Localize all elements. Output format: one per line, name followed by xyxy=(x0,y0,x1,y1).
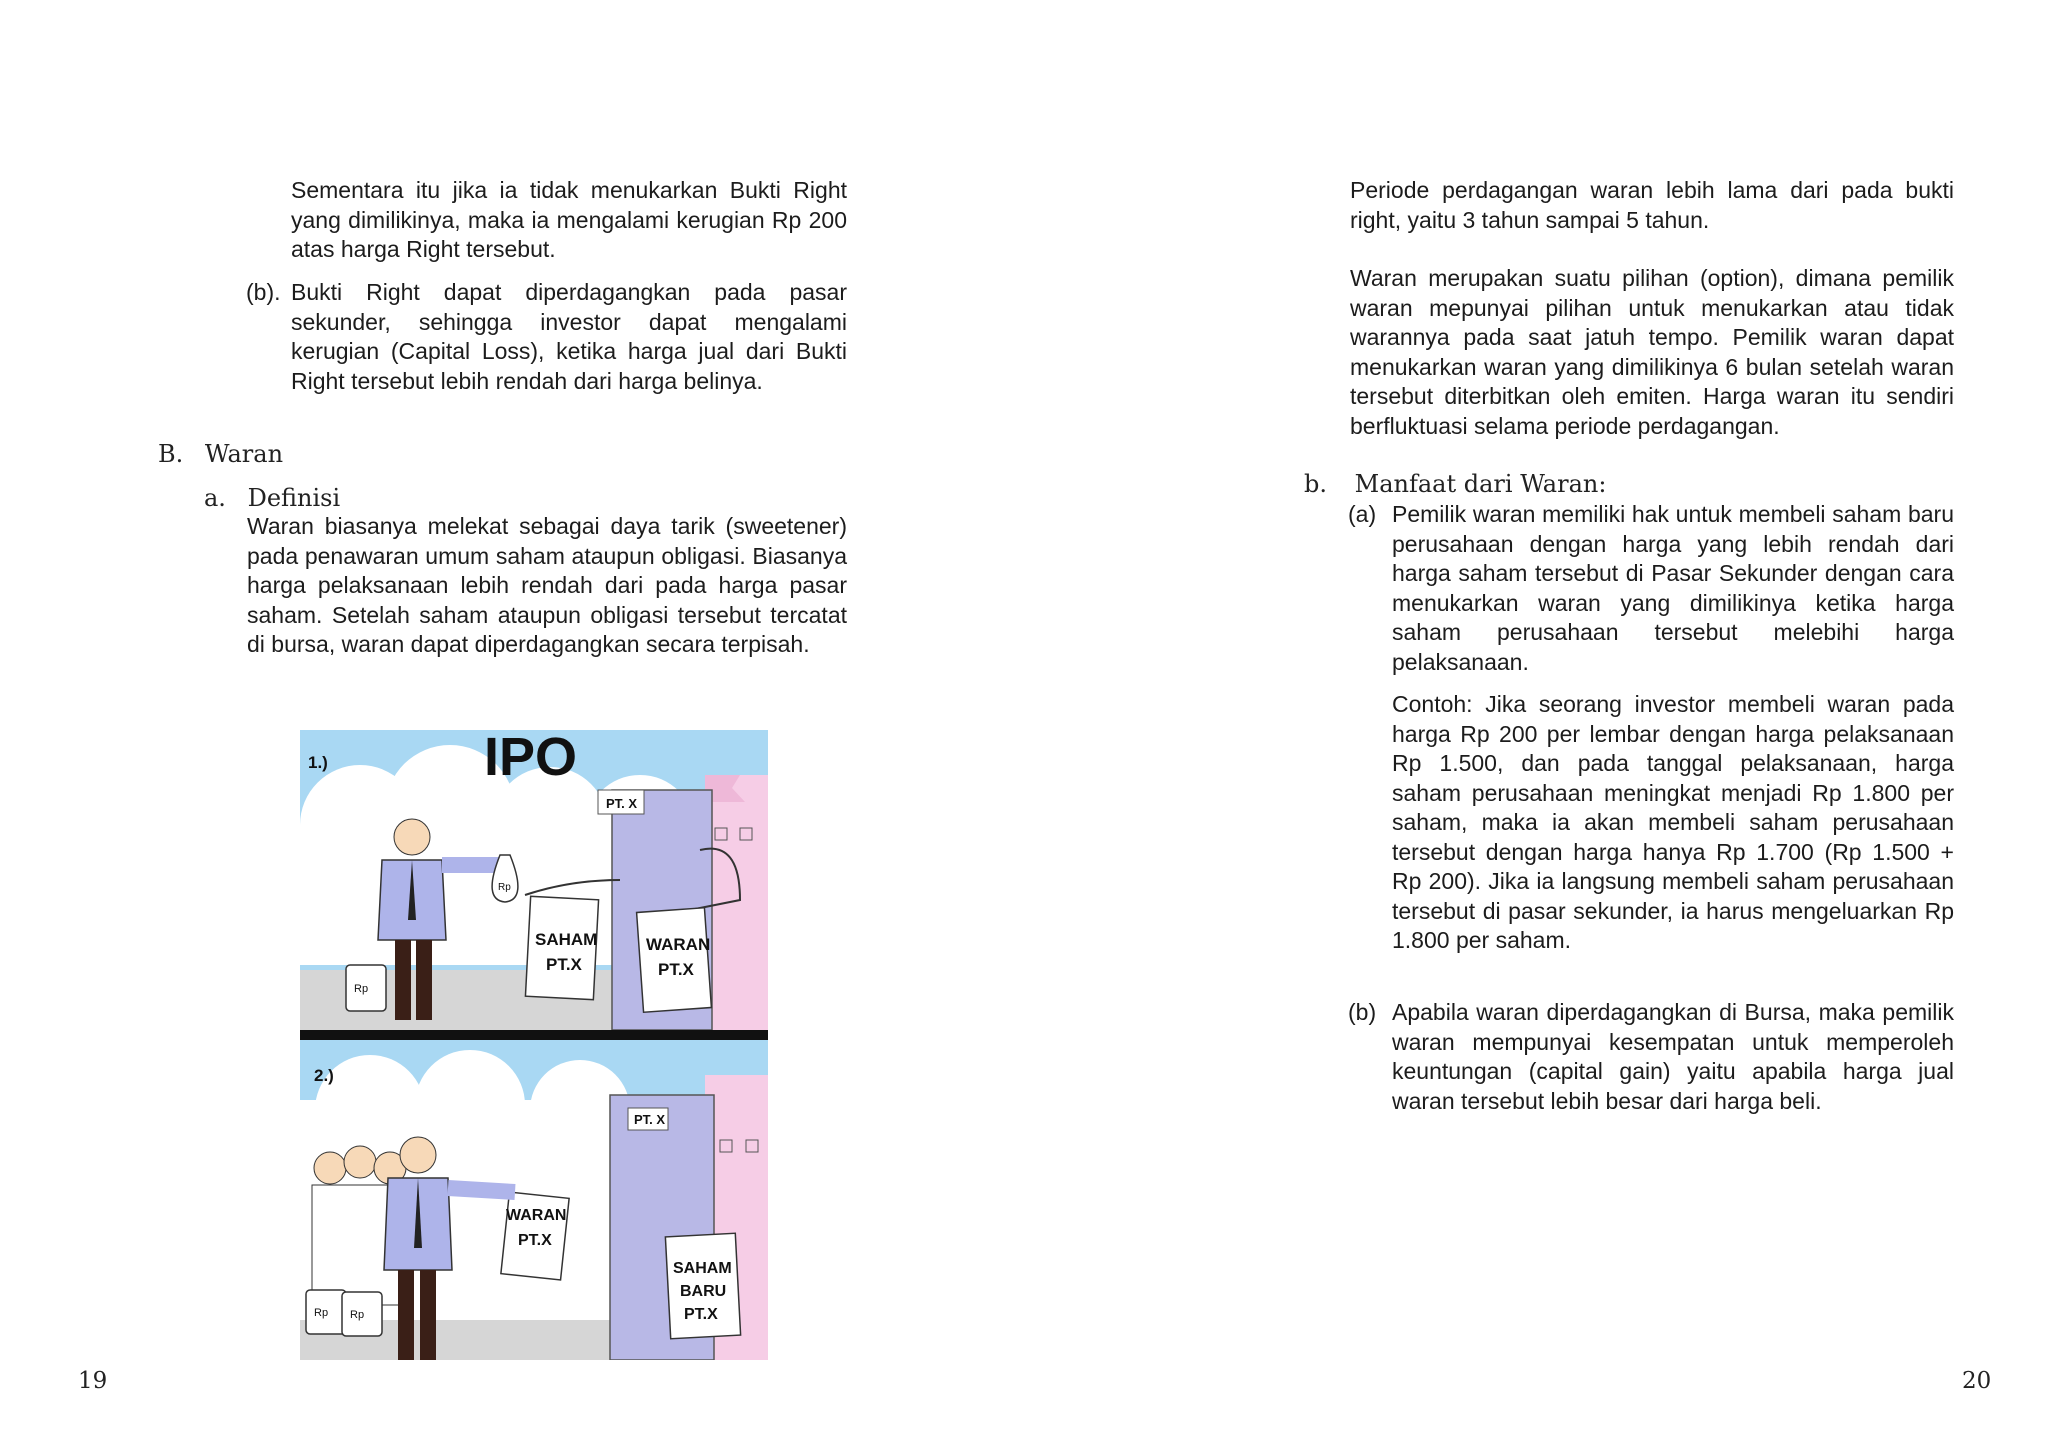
subheading-letter: a. xyxy=(204,484,226,512)
pt-sign-1: PT. X xyxy=(606,796,638,811)
bag-rp-label: Rp xyxy=(498,882,511,893)
manfaat-item-a xyxy=(1348,500,1954,677)
list-item-text: Apabila waran diperdagangkan di Bursa, maka pemilik waran mempunyai kesempatan untuk memperoleh keuntungan (capital gain) yaitu apabila harga jual waran tersebut lebih besar dari harga beli. xyxy=(1392,999,1954,1114)
saham-baru-line1: SAHAM xyxy=(673,1260,732,1277)
section-letter: B. xyxy=(158,440,184,468)
waran-paper-line2: PT.X xyxy=(658,960,694,979)
briefcase-rp-label: Rp xyxy=(354,983,369,995)
list-item-text: Pemilik waran memiliki hak untuk membeli saham baru perusahaan dengan harga yang lebih rendah dari harga saham tersebut di Pasar Sekunder dengan cara menukarkan waran yang dimilikinya ketika harga saham perusahaan tersebut melebihi harga pelaksanaan. xyxy=(1392,501,1954,675)
waran2-paper-line1: WARAN xyxy=(506,1207,567,1224)
section-heading-b xyxy=(158,440,283,468)
right-continuation-paragraph: Sementara itu jika ia tidak menukarkan Bukti Right yang dimilikinya, maka ia mengalami kerugian Rp 200 atas harga Right tersebut. xyxy=(291,177,847,262)
list-item-label: (b) xyxy=(1348,999,1377,1025)
ipo-waran-illustration xyxy=(300,730,768,1360)
definisi-paragraph: Waran biasanya melekat sebagai daya tarik (sweetener) pada penawaran umum saham ataupun obligasi. Biasanya harga pelaksanaan lebih rendah dari pada harga pasar saham. Setelah saham ataupun obligasi tersebut tercatat di bursa, waran dapat diperdagangkan secara terpisah. xyxy=(247,513,847,657)
saham-paper-line2: PT.X xyxy=(546,955,582,974)
pt-sign-2: PT. X xyxy=(634,1112,666,1127)
subheading-title: Definisi xyxy=(247,484,341,512)
saham-baru-line3: PT.X xyxy=(684,1306,718,1323)
briefcase2b-rp-label: Rp xyxy=(350,1309,365,1321)
contoh-paragraph: Contoh: Jika seorang investor membeli waran pada harga Rp 200 per lembar dengan harga pelaksanaan Rp 1.500, dan pada tanggal pelaksanaan, harga saham perusahaan meningkat menjadi Rp 1.800 per saham, maka ia akan membeli saham perusahaan tersebut dengan harga hanya Rp 1.700 (Rp 1.500 + Rp 200). Jika ia langsung membeli saham perusahaan tersebut di pasar sekunder, ia harus mengeluarkan Rp 1.800 per saham. xyxy=(1392,691,1954,953)
subheading-letter: b. xyxy=(1304,470,1327,498)
page-number-right: 20 xyxy=(1962,1368,1992,1394)
list-item-b xyxy=(246,278,847,396)
panel-1-title: IPO xyxy=(484,730,578,787)
briefcase2a-rp-label: Rp xyxy=(314,1307,329,1319)
list-item-label: (b). xyxy=(246,279,281,305)
waran2-paper-line2: PT.X xyxy=(518,1232,552,1249)
option-paragraph: Waran merupakan suatu pilihan (option), dimana pemilik waran mepunyai pilihan untuk menukarkan atau tidak warannya pada saat jatuh tempo. Pemilik waran dapat menukarkan waran yang dimilikinya 6 bulan setelah waran tersebut diterbitkan oleh emiten. Harga waran itu sendiri berfluktuasi selama periode perdagangan. xyxy=(1350,265,1954,439)
panel-1-number: 1.) xyxy=(308,753,328,772)
page-number-left: 19 xyxy=(78,1368,108,1394)
list-item-text: Bukti Right dapat diperdagangkan pada pasar sekunder, sehingga investor dapat mengalami kerugian (Capital Loss), ketika harga jual dari Bukti Right tersebut lebih rendah dari harga belinya. xyxy=(291,279,847,394)
saham-paper-line1: SAHAM xyxy=(535,930,598,949)
list-item-label: (a) xyxy=(1348,501,1377,527)
subheading-title: Manfaat dari Waran: xyxy=(1354,470,1607,498)
subheading-definisi xyxy=(204,484,340,512)
saham-baru-line2: BARU xyxy=(680,1283,727,1300)
manfaat-item-b xyxy=(1348,998,1954,1116)
panel-2-number: 2.) xyxy=(314,1066,334,1085)
waran-paper-line1: WARAN xyxy=(646,935,711,954)
periode-paragraph: Periode perdagangan waran lebih lama dari pada bukti right, yaitu 3 tahun sampai 5 tahun. xyxy=(1350,177,1954,233)
section-title: Waran xyxy=(204,440,284,468)
subheading-manfaat xyxy=(1304,470,1606,498)
